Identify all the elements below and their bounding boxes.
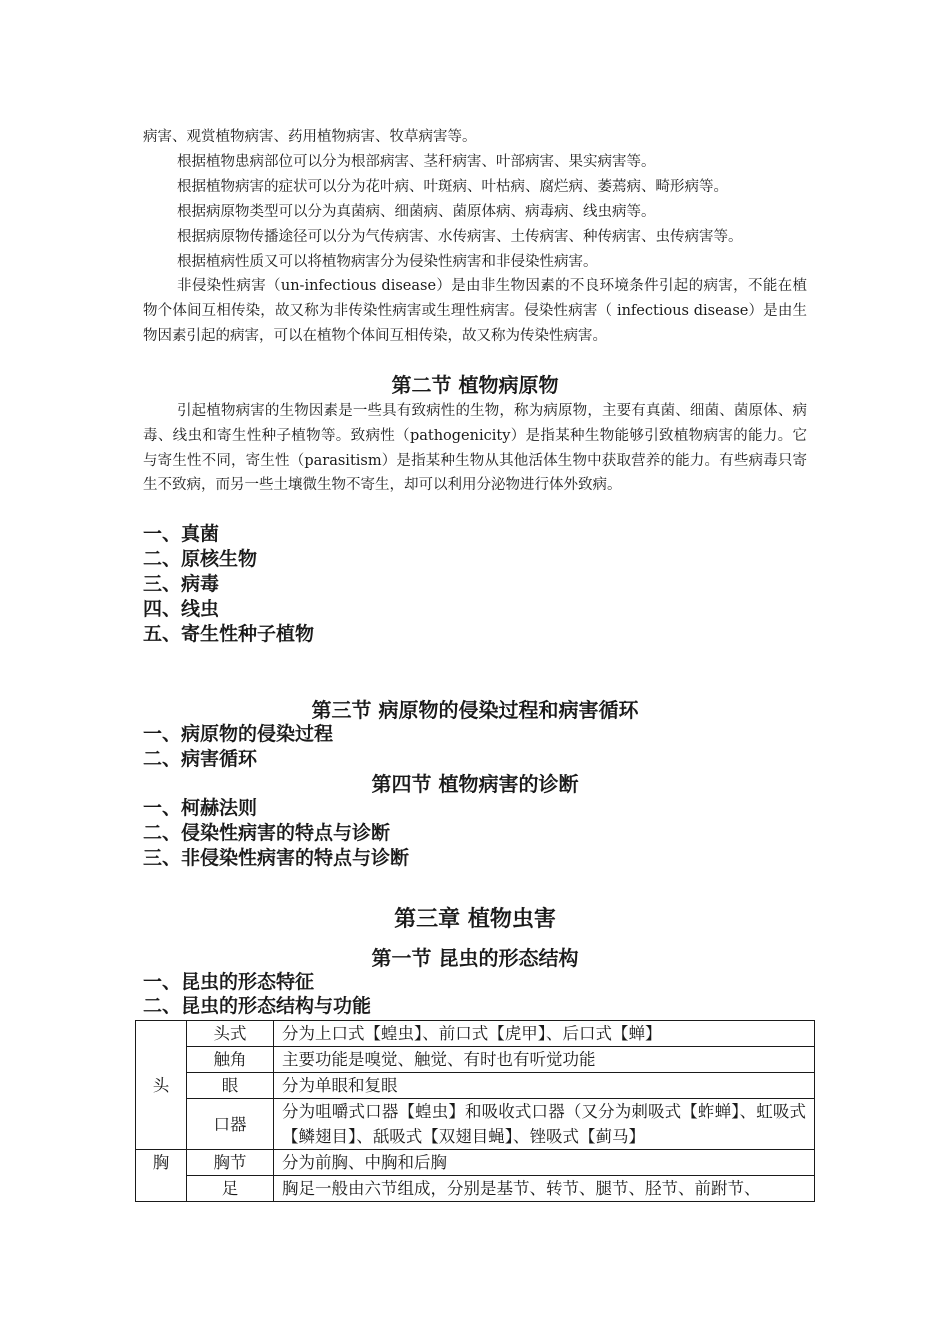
table-desc-cell: 分为咀嚼式口器【蝗虫】和吸收式口器（又分为刺吸式【蚱蝉】、虹吸式【鳞翅目】、舐吸式【双翅目蝇】、锉吸式【蓟马】	[274, 1099, 815, 1150]
heading-infection-process: 一、病原物的侵染过程	[143, 723, 334, 745]
table-desc-cell: 胸足一般由六节组成，分别是基节、转节、腿节、胫节、前跗节、	[274, 1176, 815, 1202]
heading-nematodes: 四、线虫	[143, 598, 220, 620]
table-row	[136, 1176, 815, 1202]
table-row	[136, 1021, 815, 1047]
table-group-head: 头	[136, 1021, 187, 1150]
table-part-cell: 触角	[187, 1047, 274, 1073]
table-desc-cell: 主要功能是嗅觉、触觉、有时也有听觉功能	[274, 1047, 815, 1073]
heading-disease-cycle: 二、病害循环	[143, 748, 258, 770]
table-row	[136, 1099, 815, 1150]
table-part-cell: 胸节	[187, 1150, 274, 1176]
heading-kochs-postulates: 一、柯赫法则	[143, 797, 258, 819]
section-title-infection-cycle: 第三节 病原物的侵染过程和病害循环	[311, 698, 639, 722]
heading-parasitic-plants: 五、寄生性种子植物	[143, 623, 315, 645]
paragraph-infectious-definition: 非侵染性病害（un-infectious disease）是由非生物因素的不良环境条件引起的病害，不能在植物个体间互相传染，故又称为非传染性病害或生理性病害。侵染性病害（ infectious disease）是由生物因素引起的病害，可以在植物个体间互相传染，故又称为传染性病害。	[143, 278, 807, 344]
heading-morphology-features: 一、昆虫的形态特征	[143, 971, 315, 993]
section-title-diagnosis: 第四节 植物病害的诊断	[371, 772, 579, 796]
heading-fungi: 一、真菌	[143, 523, 220, 545]
paragraph-by-symptom: 根据植物病害的症状可以分为花叶病、叶斑病、叶枯病、腐烂病、萎蔫病、畸形病等。	[177, 179, 728, 195]
table-part-cell: 头式	[187, 1021, 274, 1047]
heading-structure-function: 二、昆虫的形态结构与功能	[143, 995, 372, 1017]
chapter-title-insect-pests: 第三章 植物虫害	[394, 907, 556, 932]
section-title-insect-morphology: 第一节 昆虫的形态结构	[371, 946, 579, 970]
table-desc-cell: 分为单眼和复眼	[274, 1073, 815, 1099]
table-part-cell: 口器	[187, 1099, 274, 1150]
heading-noninfectious-diagnosis: 三、非侵染性病害的特点与诊断	[143, 847, 410, 869]
table-part-cell: 眼	[187, 1073, 274, 1099]
table-row	[136, 1047, 815, 1073]
insect-morphology-table	[135, 1020, 815, 1202]
paragraph-by-pathogen: 根据病原物类型可以分为真菌病、细菌病、菌原体病、病毒病、线虫病等。	[177, 204, 656, 220]
paragraph-crop-types: 病害、观赏植物病害、药用植物病害、牧草病害等。	[143, 129, 477, 145]
table-desc-cell: 分为前胸、中胸和后胸	[274, 1150, 815, 1176]
paragraph-by-transmission: 根据病原物传播途径可以分为气传病害、水传病害、土传病害、种传病害、虫传病害等。	[177, 229, 743, 245]
table-row	[136, 1073, 815, 1099]
paragraph-pathogen-definition: 引起植物病害的生物因素是一些具有致病性的生物，称为病原物，主要有真菌、细菌、菌原体、病毒、线虫和寄生性种子植物等。致病性（pathogenicity）是指某种生物能够引致植物病害的能力。它与寄生性不同，寄生性（parasitism）是指某种生物从其他活体生物中获取营养的能力。有些病毒只寄生不致病，而另一些土壤微生物不寄生，却可以利用分泌物进行体外致病。	[143, 403, 807, 494]
table-desc-cell: 分为上口式【蝗虫】、前口式【虎甲】、后口式【蝉】	[274, 1021, 815, 1047]
heading-infectious-diagnosis: 二、侵染性病害的特点与诊断	[143, 822, 391, 844]
table-row	[136, 1150, 815, 1176]
heading-prokaryotes: 二、原核生物	[143, 548, 258, 570]
table-part-cell: 足	[187, 1176, 274, 1202]
table-group-thorax: 胸	[136, 1150, 187, 1202]
section-title-pathogens: 第二节 植物病原物	[391, 373, 559, 397]
heading-viruses: 三、病毒	[143, 573, 220, 595]
paragraph-by-nature: 根据植病性质又可以将植物病害分为侵染性病害和非侵染性病害。	[177, 254, 598, 270]
paragraph-by-location: 根据植物患病部位可以分为根部病害、茎秆病害、叶部病害、果实病害等。	[177, 154, 656, 170]
